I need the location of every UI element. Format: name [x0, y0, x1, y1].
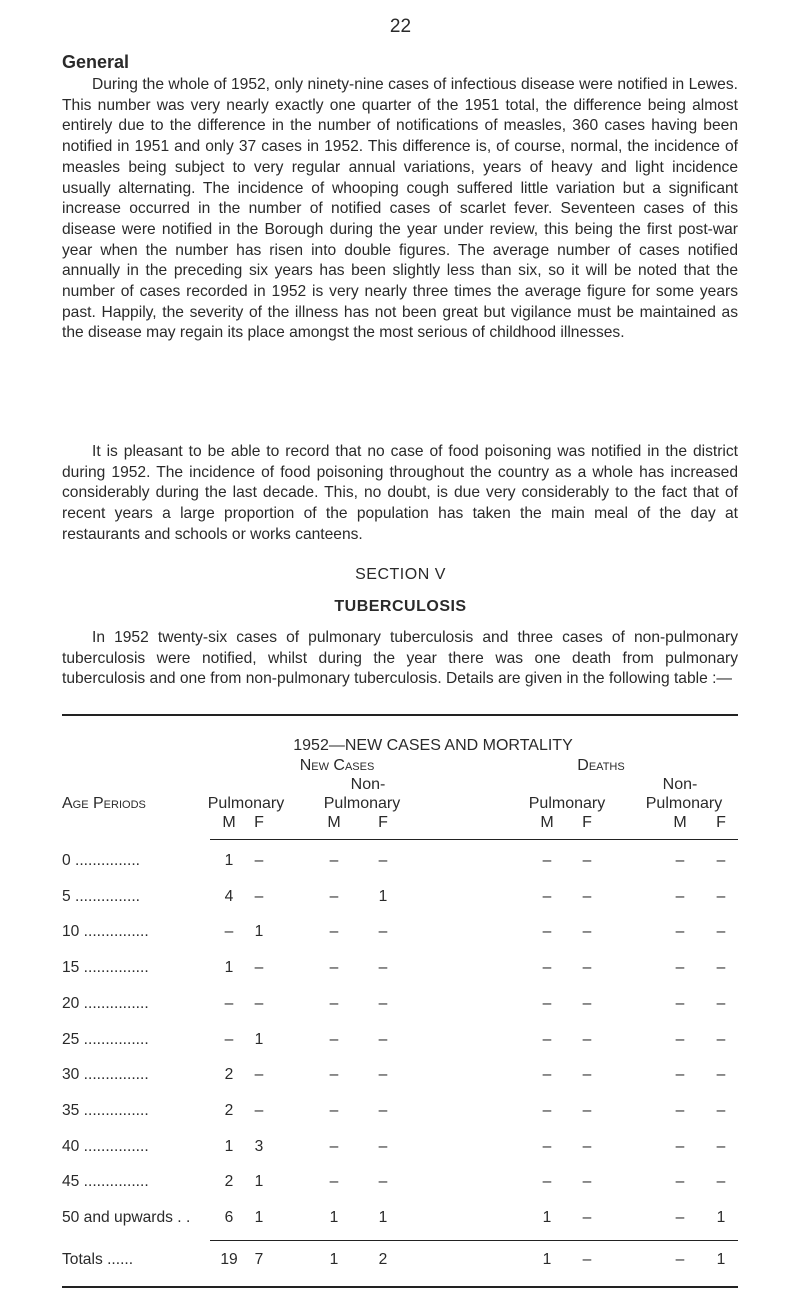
table-row-cell: – — [716, 1173, 726, 1190]
table-row-cell: – — [329, 852, 339, 869]
table-row-cell: – — [716, 1066, 726, 1083]
table-row-cell: 2 — [224, 1066, 234, 1083]
totals-row-cell: 1 — [716, 1251, 726, 1268]
table-row-cell: – — [675, 1173, 685, 1190]
totals-row-label: Totals ...... — [62, 1251, 134, 1268]
table-row-cell: – — [378, 959, 388, 976]
table-bottom-rule — [62, 1286, 738, 1288]
table-row-cell: – — [542, 923, 552, 940]
table-row-cell: – — [675, 1209, 685, 1226]
table-row-cell: 6 — [224, 1209, 234, 1226]
table-row-cell: – — [542, 1066, 552, 1083]
header-non-pulmonary-new: Pulmonary — [323, 795, 401, 812]
table-title: 1952—NEW CASES AND MORTALITY — [293, 737, 573, 754]
table-row-cell: – — [254, 852, 264, 869]
table-row-cell: – — [675, 1102, 685, 1119]
table-row-cell: – — [329, 1031, 339, 1048]
table-row-cell: – — [716, 959, 726, 976]
table-row-cell: 4 — [224, 888, 234, 905]
table-row-cell: – — [542, 959, 552, 976]
header-non-new: Non- — [350, 776, 386, 793]
table-row-cell: – — [582, 1138, 592, 1155]
table-row-cell: – — [329, 1066, 339, 1083]
totals-row-cell: – — [675, 1251, 685, 1268]
table-row-cell: – — [542, 1138, 552, 1155]
table-row-cell: – — [254, 888, 264, 905]
table-row-cell: – — [582, 888, 592, 905]
table-row-cell: 1 — [254, 1173, 264, 1190]
table-row-cell: – — [582, 995, 592, 1012]
table-row-label: 20 ............... — [62, 995, 149, 1012]
table-row-cell: 1 — [254, 1209, 264, 1226]
table-row-cell: – — [378, 1102, 388, 1119]
table-row-cell: – — [378, 1031, 388, 1048]
table-row-cell: – — [542, 995, 552, 1012]
header-f: F — [582, 814, 592, 831]
table-row-cell: 1 — [254, 1031, 264, 1048]
table-row-cell: – — [378, 1173, 388, 1190]
table-row-cell: 1 — [329, 1209, 339, 1226]
table-row-cell: – — [378, 923, 388, 940]
table-row-label: 45 ............... — [62, 1173, 149, 1190]
table-row-label: 35 ............... — [62, 1102, 149, 1119]
header-non-deaths: Non- — [662, 776, 698, 793]
table-row-cell: – — [716, 888, 726, 905]
table-row-cell: – — [378, 1066, 388, 1083]
table-row-cell: – — [329, 959, 339, 976]
table-row-cell: – — [675, 852, 685, 869]
header-f: F — [378, 814, 388, 831]
table-row-label: 30 ............... — [62, 1066, 149, 1083]
table-row-cell: – — [582, 1066, 592, 1083]
table-row-label: 25 ............... — [62, 1031, 149, 1048]
table-row-cell: – — [716, 1102, 726, 1119]
header-non-pulmonary-deaths: Pulmonary — [645, 795, 723, 812]
table-row-label: 40 ............... — [62, 1138, 149, 1155]
table-row-cell: – — [224, 923, 234, 940]
table-row-cell: 1 — [542, 1209, 552, 1226]
table-row-cell: – — [542, 888, 552, 905]
section-label: SECTION V — [355, 566, 446, 583]
group-header-deaths: Deaths — [577, 757, 625, 774]
table-row-cell: – — [582, 1173, 592, 1190]
table-row-label: 50 and upwards . . — [62, 1209, 191, 1226]
table-row-cell: 1 — [224, 1138, 234, 1155]
table-row-label: 15 ............... — [62, 959, 149, 976]
totals-row-cell: 1 — [542, 1251, 552, 1268]
table-row-cell: – — [254, 995, 264, 1012]
table-row-cell: 1 — [378, 888, 388, 905]
header-pulmonary-deaths: Pulmonary — [528, 795, 606, 812]
table-row-cell: – — [582, 923, 592, 940]
table-row-cell: 2 — [224, 1102, 234, 1119]
header-f: F — [254, 814, 264, 831]
group-header-new-cases: New Cases — [299, 757, 375, 774]
header-m: M — [222, 814, 236, 831]
table-row-cell: 1 — [378, 1209, 388, 1226]
table-row-cell: – — [329, 1138, 339, 1155]
table-row-cell: – — [329, 995, 339, 1012]
table-row-cell: – — [716, 852, 726, 869]
paragraph-food-poisoning: It is pleasant to be able to record that no case of food poisoning was notified in the district during 1952. The incidence of food poisoning throughout the country as a whole has increased considerably during the last decade. This, no doubt, is due very considerably to the fact that of recent years a large proportion of the population has taken the main meal of the day at restaurants and schools or works canteens. — [62, 443, 738, 543]
table-row-cell: – — [716, 1031, 726, 1048]
table-row-cell: 1 — [224, 852, 234, 869]
table-row-cell: – — [254, 959, 264, 976]
table-row-cell: – — [675, 995, 685, 1012]
totals-row-cell: 19 — [220, 1251, 238, 1268]
table-row-cell: – — [716, 1138, 726, 1155]
header-m: M — [540, 814, 554, 831]
table-row-cell: – — [675, 1138, 685, 1155]
table-top-rule — [62, 714, 738, 716]
header-age-periods: Age Periods — [62, 795, 146, 812]
table-row-cell: – — [542, 852, 552, 869]
paragraph-measles: During the whole of 1952, only ninety-nine cases of infectious disease were notified in Lewes. This number was very nearly exactly one quarter of the 1951 total, the difference being almost entirely due to the difference in the number of notifications of measles, 360 cases having been notified in 1951 and only 37 cases in 1952. This difference is, of course, normal, the incidence of measles being subject to very regular annual variations, years of heavy and light incidence usually alternating. The incidence of whooping cough suffered little variation but a significant increase occurred in the number of notified cases of scarlet fever. Seventeen cases of this disease were notified in the Borough during the year under review, this being the first post-war year when the number has risen into double figures. The average number of cases notified annually in the preceding six years has been slightly less than six, so it will be noted that the number of cases recorded in 1952 is very nearly three times the average figure for some years past. Happily, the severity of the illness has not been great but vigilance must be maintained as the disease may regain its place amongst the most serious of childhood illnesses. — [62, 76, 738, 342]
table-row-cell: – — [224, 1031, 234, 1048]
table-row-cell: – — [675, 1066, 685, 1083]
table-totals-rule — [210, 1240, 738, 1241]
table-row-cell: 1 — [716, 1209, 726, 1226]
totals-row-cell: – — [582, 1251, 592, 1268]
table-row-cell: 1 — [254, 923, 264, 940]
table-row-cell: 1 — [224, 959, 234, 976]
general-heading: General — [62, 52, 130, 72]
table-row-cell: – — [542, 1173, 552, 1190]
table-row-cell: – — [716, 995, 726, 1012]
table-row-cell: – — [716, 923, 726, 940]
table-row-cell: – — [675, 1031, 685, 1048]
section-title: TUBERCULOSIS — [334, 598, 467, 615]
table-row-cell: – — [378, 852, 388, 869]
table-row-cell: – — [542, 1102, 552, 1119]
table-row-cell: – — [254, 1066, 264, 1083]
table-row-cell: – — [582, 852, 592, 869]
totals-row-cell: 1 — [329, 1251, 339, 1268]
page-number: 22 — [389, 16, 412, 37]
table-row-cell: – — [582, 1209, 592, 1226]
totals-row-cell: 7 — [254, 1251, 264, 1268]
header-pulmonary-new: Pulmonary — [207, 795, 285, 812]
table-row-cell: – — [224, 995, 234, 1012]
table-row-label: 10 ............... — [62, 923, 149, 940]
paragraph-tuberculosis: In 1952 twenty-six cases of pulmonary tuberculosis and three cases of non-pulmonary tuberculosis were notified, whilst during the year there was one death from pulmonary tuberculosis and one from non-pulmonary tuberculosis. Details are given in the following table :— — [62, 629, 738, 688]
table-header-rule — [210, 839, 738, 840]
table-row-cell: – — [675, 888, 685, 905]
table-row-label: 5 ............... — [62, 888, 140, 905]
table-row-cell: – — [329, 1173, 339, 1190]
table-row-cell: – — [254, 1102, 264, 1119]
table-row-cell: – — [378, 995, 388, 1012]
table-row-label: 0 ............... — [62, 852, 140, 869]
table-row-cell: – — [329, 1102, 339, 1119]
table-row-cell: – — [582, 959, 592, 976]
table-row-cell: – — [329, 888, 339, 905]
table-row-cell: – — [542, 1031, 552, 1048]
table-row-cell: 3 — [254, 1138, 264, 1155]
table-row-cell: – — [675, 959, 685, 976]
header-m: M — [673, 814, 687, 831]
totals-row-cell: 2 — [378, 1251, 388, 1268]
table-row-cell: – — [582, 1031, 592, 1048]
table-row-cell: – — [675, 923, 685, 940]
header-m: M — [327, 814, 341, 831]
table-row-cell: – — [329, 923, 339, 940]
table-row-cell: – — [582, 1102, 592, 1119]
table-row-cell: – — [378, 1138, 388, 1155]
table-row-cell: 2 — [224, 1173, 234, 1190]
header-f: F — [716, 814, 726, 831]
